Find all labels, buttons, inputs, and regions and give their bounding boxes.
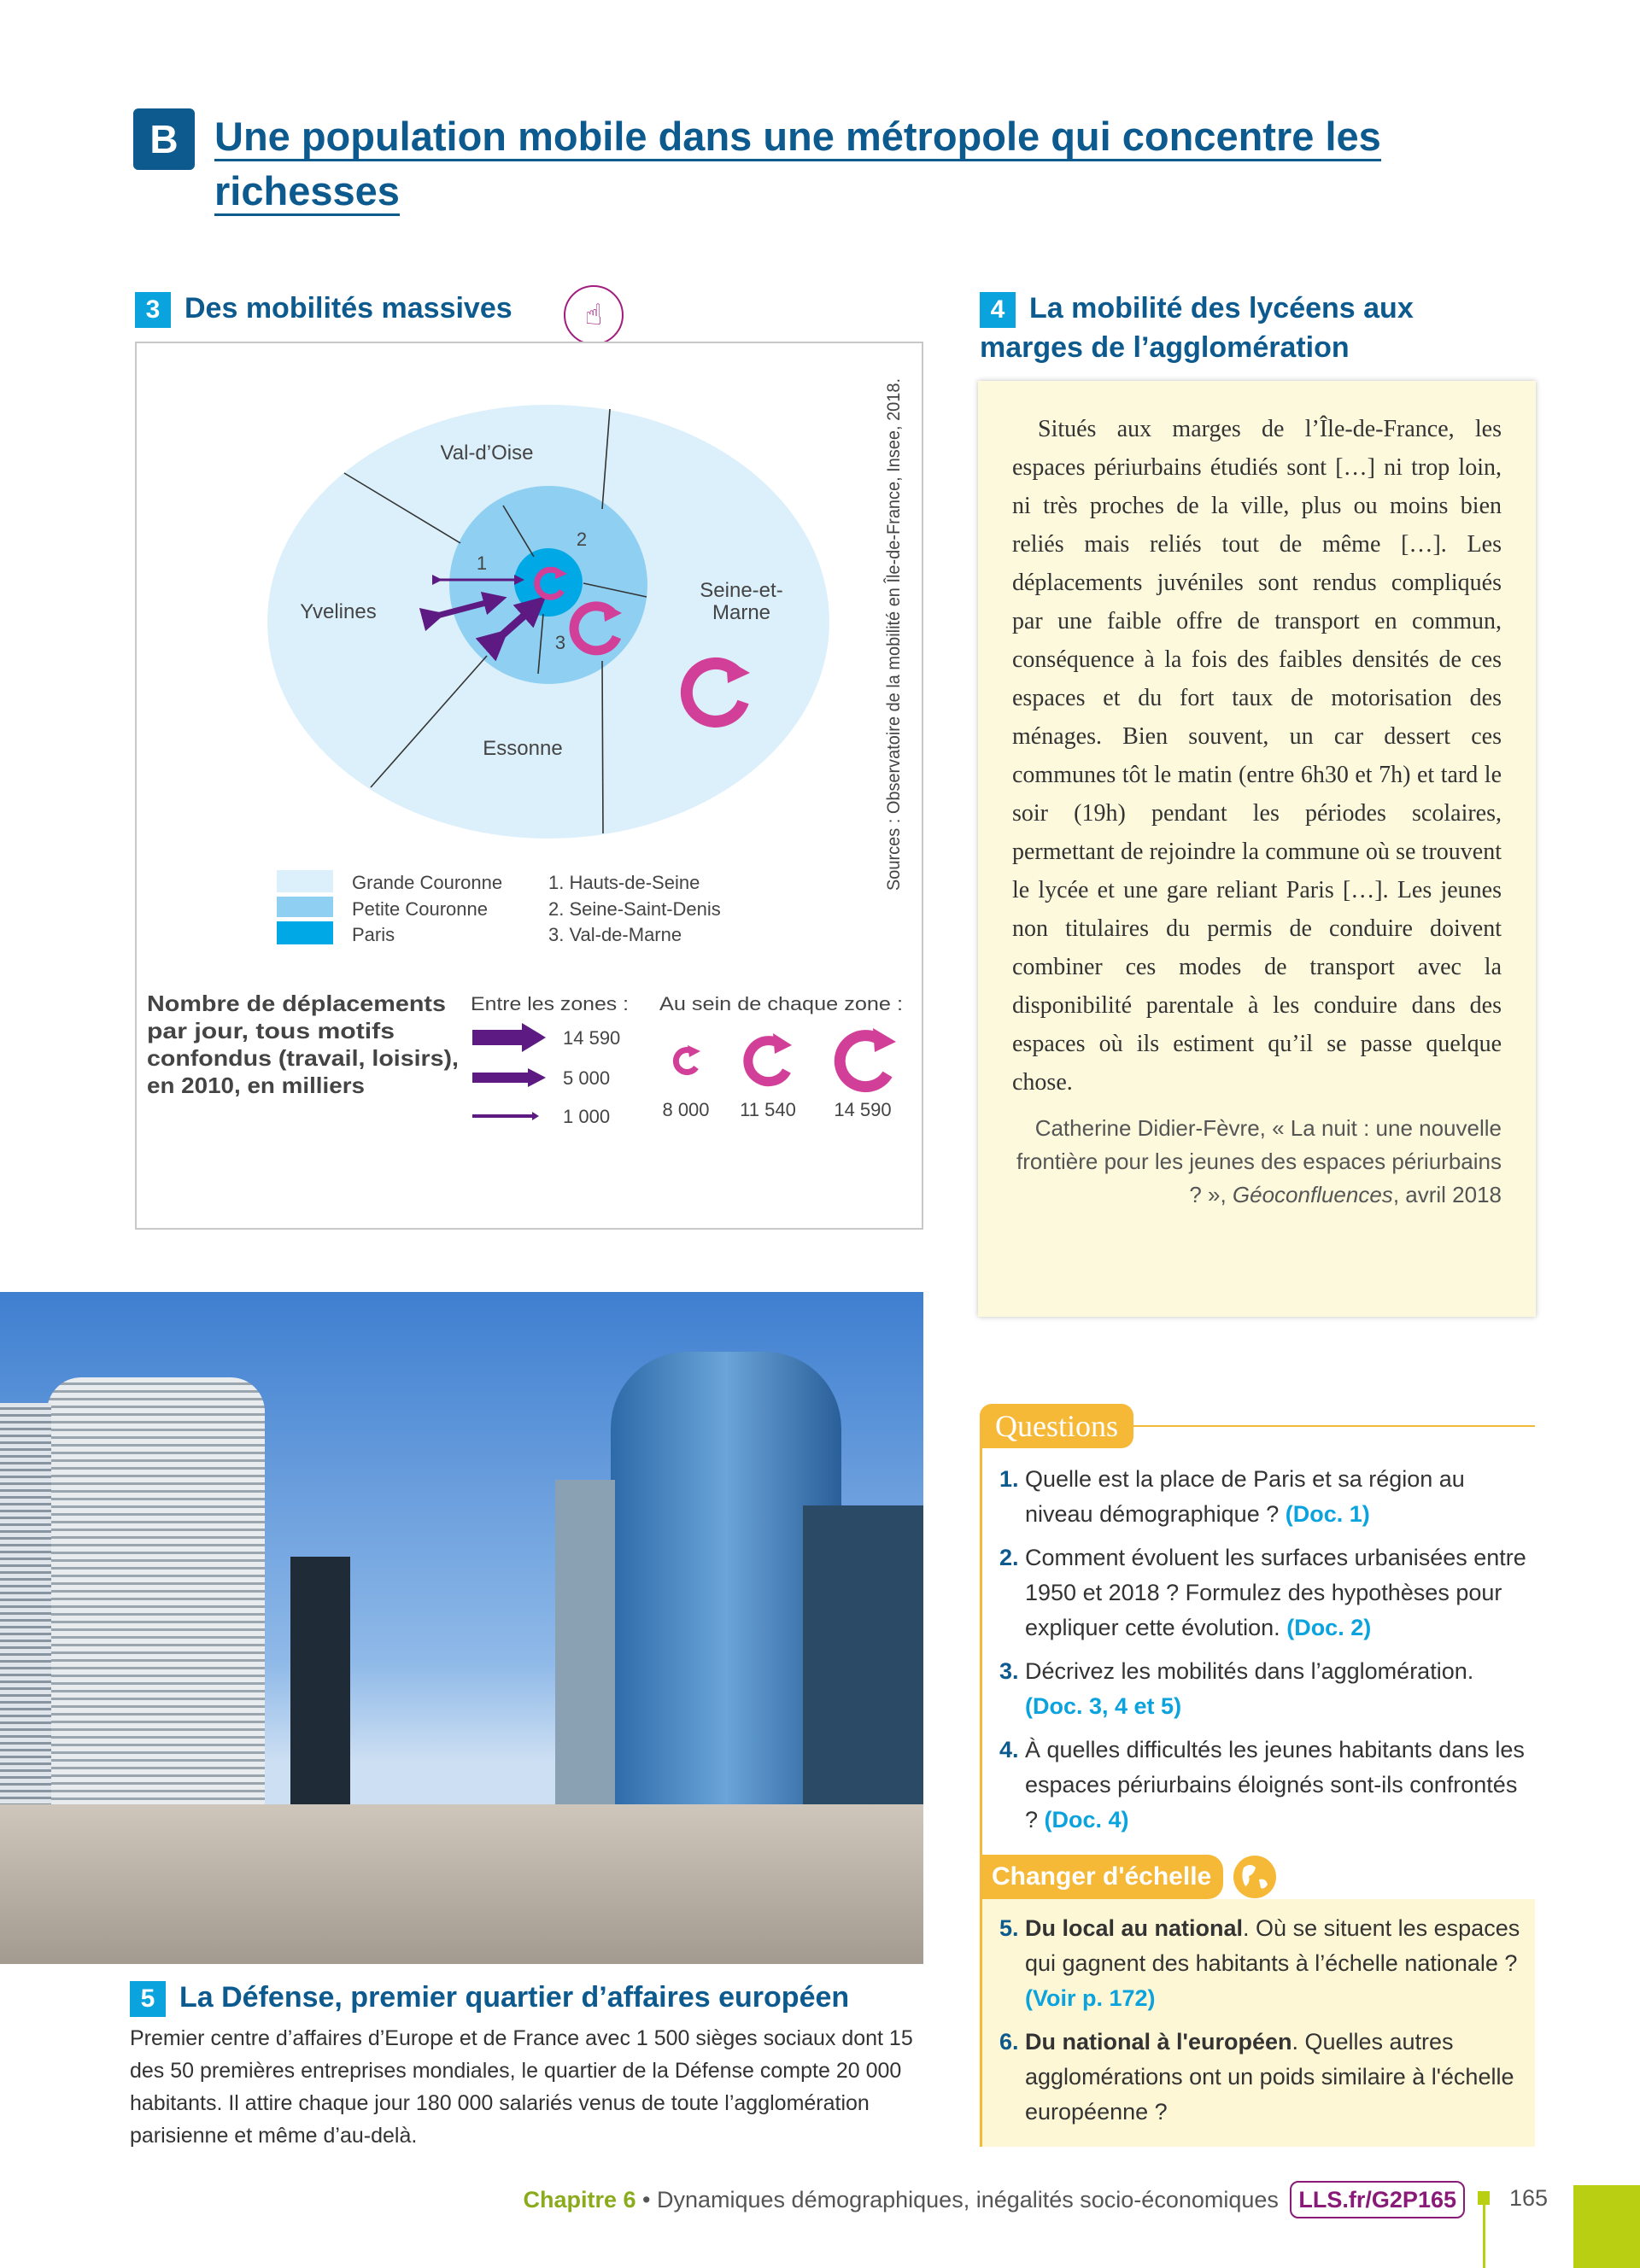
- doc4-text: Situés aux marges de l’Île-de-France, les espaces périurbains étudiés sont […] ni trop loin, ni très proches de la ville, plus ou moins bien reliés mais reliés tout de même […]. Les déplacements juvéniles sont rendus compliqués par une faible offre de transport en commun, conséquence à la fois des faibles densités de ces espaces et du fort taux de motorisation des ménages. Bien souvent, un car dessert ces communes tôt le matin (entre 6h30 et 7h) et tard le soir (19h) pendant les périodes scolaires, permettant de rejoindre la commune où se trouvent le lycée et une gare reliant Paris […]. Les jeunes non titulaires du permis de conduire doivent combiner ces modes de transport avec la disponibilité parentale à les conduire dans des espaces où ils estiment qu’il se passe quelque chose.: [1012, 416, 1502, 1096]
- source-note: Sources : Observatoire de la mobilité en Île-de-France, Insee, 2018.: [884, 351, 904, 891]
- legend-arrow-large: [472, 1023, 546, 1052]
- flows-legend-title: en 2010, en milliers: [147, 1073, 365, 1098]
- change-scale-list: [980, 1899, 1535, 2147]
- footer: Chapitre 6 • Dynamiques démographiques, inégalités socio-économiques LLS.fr/G2P165: [523, 2181, 1465, 2218]
- doc-number: 4: [980, 292, 1016, 328]
- doc4-text-box: [978, 381, 1536, 1317]
- legend-label: Grande Couronne: [352, 872, 503, 893]
- interactive-hand-icon[interactable]: ☝: [564, 285, 624, 345]
- between-value: 1 000: [563, 1106, 611, 1127]
- doc-reference: (Doc. 2): [1286, 1615, 1372, 1640]
- between-zones-label: Entre les zones :: [471, 993, 629, 1014]
- between-value: 14 590: [563, 1027, 621, 1049]
- doc5-title: La Défense, premier quartier d’affaires européen: [179, 1981, 850, 2014]
- change-scale-heading: Changer d'échelle: [980, 1855, 1223, 1899]
- departement-label: 2. Seine-Saint-Denis: [548, 898, 721, 920]
- label-2: 2: [576, 529, 588, 550]
- question-item: 4. À quelles difficultés les jeunes habitants dans les espaces périurbains éloignés sont-ils confrontés ? (Doc. 4): [999, 1737, 1525, 1833]
- questions-list: [980, 1448, 1535, 1855]
- doc-reference: (Doc. 3, 4 et 5): [1025, 1693, 1182, 1719]
- doc-reference: (Voir p. 172): [1025, 1985, 1156, 2011]
- questions-heading-row: [980, 1404, 1535, 1448]
- doc4-header: [980, 289, 1561, 367]
- doc5-header: [130, 1978, 849, 2017]
- diagram-svg: [137, 343, 922, 1228]
- question-item: 3. Décrivez les mobilités dans l’agglomération. (Doc. 3, 4 et 5): [999, 1658, 1474, 1719]
- swatch-paris: [277, 921, 333, 944]
- departement-label: 1. Hauts-de-Seine: [548, 872, 700, 893]
- questions-panel: [980, 1404, 1535, 2147]
- within-value: 11 540: [740, 1099, 796, 1120]
- mobility-diagram: [135, 342, 923, 1230]
- label-val-doise: Val-d’Oise: [440, 441, 534, 465]
- departement-label: 3. Val-de-Marne: [548, 924, 682, 945]
- chapter-label: Chapitre 6: [523, 2187, 636, 2212]
- label-seine-et-marne-1: Seine-et-: [700, 579, 783, 602]
- between-value: 5 000: [563, 1067, 611, 1089]
- swatch-grande-couronne: [277, 870, 333, 892]
- legend-arrow-medium: [472, 1068, 546, 1087]
- legend-arrow-small: [472, 1112, 539, 1120]
- page-tab: [1573, 2185, 1640, 2268]
- label-essonne: Essonne: [483, 737, 563, 760]
- doc4-credit: Catherine Didier-Fèvre, « La nuit : une nouvelle frontière pour les jeunes des espaces périurbains ? », Géoconfluences, avril 2018: [1016, 1115, 1502, 1207]
- question-item: 5. Du local au national. Où se situent les espaces qui gagnent des habitants à l’échelle nationale ? (Voir p. 172): [999, 1915, 1520, 2011]
- doc-number: 5: [130, 1981, 166, 2017]
- label-yvelines: Yvelines: [300, 600, 377, 623]
- question-item: 2. Comment évoluent les surfaces urbanisées entre 1950 et 2018 ? Formulez des hypothèses pour expliquer cette évolution. (Doc. 2): [999, 1545, 1526, 1640]
- doc-reference: (Doc. 4): [1044, 1807, 1129, 1833]
- label-1: 1: [476, 552, 488, 574]
- chapter-subject: Dynamiques démographiques, inégalités socio-économiques: [656, 2187, 1279, 2212]
- page-number: 165: [1509, 2185, 1549, 2211]
- section-title: Une population mobile dans une métropole qui concentre les richesses: [214, 109, 1410, 219]
- question-item: 1. Quelle est la place de Paris et sa région au niveau démographique ? (Doc. 1): [999, 1466, 1465, 1527]
- globe-icon: [1233, 1856, 1276, 1898]
- label-3: 3: [554, 632, 566, 653]
- lls-link[interactable]: LLS.fr/G2P165: [1290, 2181, 1465, 2218]
- question-item: 6. Du national à l'européen. Quelles autres agglomérations ont un poids similaire à l'échelle européenne ?: [999, 2029, 1514, 2125]
- swatch-petite-couronne: [277, 897, 333, 917]
- doc3-title: Des mobilités massives: [184, 292, 512, 324]
- flows-legend-title: par jour, tous motifs: [147, 1018, 395, 1043]
- questions-heading: Questions: [980, 1404, 1133, 1448]
- doc5-text: Premier centre d’affaires d’Europe et de France avec 1 500 sièges sociaux dont 15 des 50 premières entreprises mondiales, le quartier de la Défense compte 20 000 habitants. Il attire chaque jour 180 000 salariés venus de toute l’agglomération parisienne et même d’au-delà.: [130, 2026, 913, 2148]
- doc4-title-line: La mobilité des lycéens aux: [1029, 292, 1414, 324]
- change-scale-heading-row: [980, 1855, 1535, 1899]
- questions-rule: [1133, 1425, 1535, 1427]
- doc4-title-line: marges de l’agglomération: [980, 331, 1350, 365]
- legend-label: Paris: [352, 924, 395, 945]
- la-defense-photo: [0, 1292, 923, 1964]
- page-marker-line: [1483, 2203, 1485, 2268]
- flows-legend-title: confondus (travail, loisirs),: [147, 1045, 459, 1071]
- within-zone-label: Au sein de chaque zone :: [659, 993, 903, 1014]
- paris-zone: [514, 548, 583, 617]
- label-seine-et-marne-2: Marne: [712, 601, 771, 624]
- within-value: 14 590: [834, 1099, 892, 1120]
- doc3-header: [135, 289, 512, 328]
- legend-label: Petite Couronne: [352, 898, 488, 920]
- within-value: 8 000: [662, 1099, 710, 1120]
- flows-legend-title: Nombre de déplacements: [147, 991, 446, 1016]
- section-badge: B: [133, 108, 195, 170]
- doc-number: 3: [135, 292, 171, 328]
- doc-reference: (Doc. 1): [1285, 1501, 1370, 1527]
